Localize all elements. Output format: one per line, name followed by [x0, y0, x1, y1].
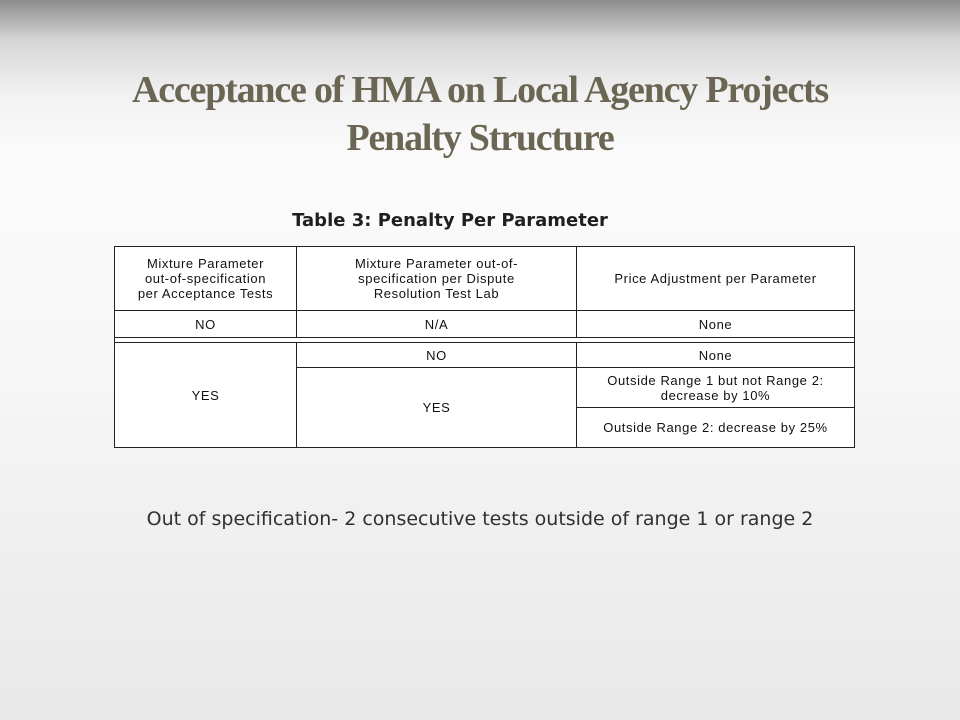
- cell-dispute-yes: YES: [297, 368, 577, 448]
- header-acceptance-tests: [115, 247, 297, 311]
- cell-acceptance-no: NO: [115, 311, 297, 338]
- table-caption: Table 3: Penalty Per Parameter: [292, 210, 608, 231]
- range1-line: Outside Range 1 but not Range 2:: [607, 372, 824, 388]
- header-row: [115, 247, 855, 311]
- header-dispute-resolution: [297, 247, 577, 311]
- header-line: Resolution Test Lab: [373, 286, 500, 301]
- cell-dispute-na: N/A: [297, 311, 577, 338]
- cell-acceptance-yes: YES: [115, 343, 297, 448]
- cell-dispute-no: NO: [297, 343, 577, 368]
- row-yes-no: [115, 343, 855, 368]
- header-price-adjustment: [577, 247, 855, 311]
- cell-adjustment-none: None: [577, 311, 855, 338]
- penalty-table: [114, 246, 855, 448]
- header-line: Mixture Parameter: [146, 256, 265, 271]
- header-line: per Acceptance Tests: [137, 286, 274, 301]
- range1-line: decrease by 10%: [660, 387, 771, 403]
- slide-title-line-1: Acceptance of HMA on Local Agency Projects: [131, 69, 829, 111]
- footnote: Out of specification- 2 consecutive tests outside of range 1 or range 2: [146, 508, 814, 530]
- cell-adjustment-none: None: [577, 343, 855, 368]
- row-no: [115, 311, 855, 338]
- slide-title-line-2: Penalty Structure: [346, 117, 614, 159]
- header-line: Price Adjustment per Parameter: [614, 271, 817, 286]
- slide-title: [0, 66, 960, 162]
- header-line: Mixture Parameter out-of-: [354, 256, 519, 271]
- cell-adjustment-range2: Outside Range 2: decrease by 25%: [577, 408, 855, 448]
- header-line: specification per Dispute: [358, 271, 515, 286]
- header-line: out-of-specification: [144, 271, 267, 286]
- cell-adjustment-range1: [577, 368, 855, 408]
